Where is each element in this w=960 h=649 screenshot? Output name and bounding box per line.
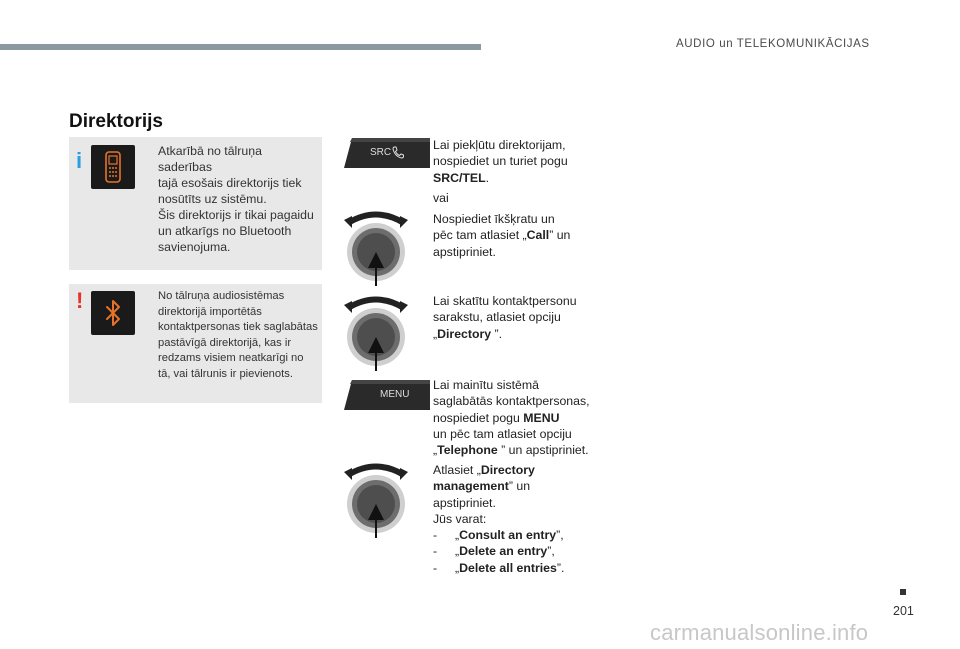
step-line [433,442,603,458]
menu-button-label: MENU [380,389,410,400]
option-item [433,527,603,543]
bluetooth-icon [91,291,135,335]
bold-term: Consult an entry [459,528,557,543]
step-fragment: „ [455,544,460,559]
step-line: Lai piekļūtu direktorijam, [433,138,566,152]
step-line: Lai mainītu sistēmā [433,378,539,392]
step-fragment: nospiediet pogu [433,410,524,425]
src-tel-button [344,138,430,173]
step-line: un pēc tam atlasiet opciju [433,426,572,441]
step-directory [433,293,603,342]
bold-term: management [433,479,509,494]
thumbwheel-illustration [344,210,408,291]
info-note [69,137,322,270]
page-end-marker [900,589,906,595]
step-line [433,227,603,243]
warning-note-text [158,289,318,382]
step-line [433,478,603,494]
mobile-phone-icon [91,145,135,189]
option-item [433,543,603,559]
option-item [433,560,603,576]
phone-handset-icon [392,146,404,159]
step-line: Lai skatītu kontaktpersonu [433,294,577,308]
step-access-directory [433,137,603,186]
step-fragment: „ [455,560,460,575]
option-dash: - [433,560,438,575]
step-fragment: ” un [549,228,571,243]
option-dash: - [433,528,438,543]
src-button-label: SRC [370,147,392,158]
bold-term: Telephone [437,443,498,458]
step-menu-telephone [433,377,603,458]
step-fragment: ” un apstipriniet. [497,443,589,458]
info-line: Šis direktorijs ir tikai pagaidu [158,208,314,222]
step-fragment: „ [455,528,460,543]
bold-term: SRC/TEL [433,170,486,185]
section-title: Direktorijs [69,111,163,132]
bold-term: Directory [480,463,535,477]
step-fragment: ”, [547,544,555,559]
menu-button [344,380,430,415]
info-line: nosūtīts uz sistēmu. [158,192,267,206]
step-line: sarakstu, atlasiet opciju [433,310,561,325]
step-fragment: „ [433,443,438,458]
info-mark: i [76,148,83,173]
warning-line: direktorijā importētās [158,305,262,318]
step-line: saglabātās kontaktpersonas, [433,394,590,409]
info-line: tajā esošais direktorijs tiek [158,176,302,190]
watermark: carmanualsonline.info [650,620,869,645]
step-line [433,170,603,186]
step-fragment: Atlasiet „ [433,463,481,477]
header-title: AUDIO un TELEKOMUNIKĀCIJAS [676,38,870,50]
info-line: Atkarībā no tālruņa saderības [158,144,262,174]
step-line [433,462,603,478]
info-line: un atkarīgs no Bluetooth [158,224,292,238]
step-line: apstipriniet. [433,495,496,510]
step-line: nospiediet un turiet pogu [433,154,568,169]
step-line: Jūs varat: [433,511,487,526]
warning-line: tā, vai tālrunis ir pievienots. [158,367,293,380]
thumbwheel-illustration [344,462,408,543]
step-line [433,410,603,426]
warning-line: kontaktpersonas tiek saglabātas [158,321,318,333]
warning-line: No tālruņa audiosistēmas [158,290,285,302]
step-call [433,211,603,260]
bold-term: Delete an entry [459,544,548,559]
info-line: savienojuma. [158,240,231,254]
step-directory-management [433,462,603,576]
info-note-text [158,143,318,255]
step-line: Nospiediet īkšķratu un [433,212,555,226]
warning-mark: ! [76,288,84,313]
option-dash: - [433,544,438,559]
warning-line: pastāvīgā direktorijā, kas ir [158,336,292,349]
step-fragment: . [485,170,490,185]
thumbwheel-illustration [344,295,408,376]
or-text: vai [433,191,449,205]
step-fragment: ”. [556,560,565,575]
step-fragment: ”, [556,528,564,543]
bold-term: Directory [437,326,492,341]
step-fragment: ” un [508,479,531,494]
bold-term: Delete all entries [459,560,557,575]
step-line [433,326,603,342]
step-line: apstipriniet. [433,244,496,259]
bold-term: Call [526,228,550,243]
header-rule [0,44,481,50]
page-number: 201 [893,604,914,618]
bold-term: MENU [523,410,560,425]
warning-line: redzams visiem neatkarīgi no [158,352,304,364]
step-fragment: ”. [491,326,503,341]
warning-note [69,284,322,403]
step-fragment: „ [433,326,438,341]
step-fragment: pēc tam atlasiet „ [433,228,527,243]
